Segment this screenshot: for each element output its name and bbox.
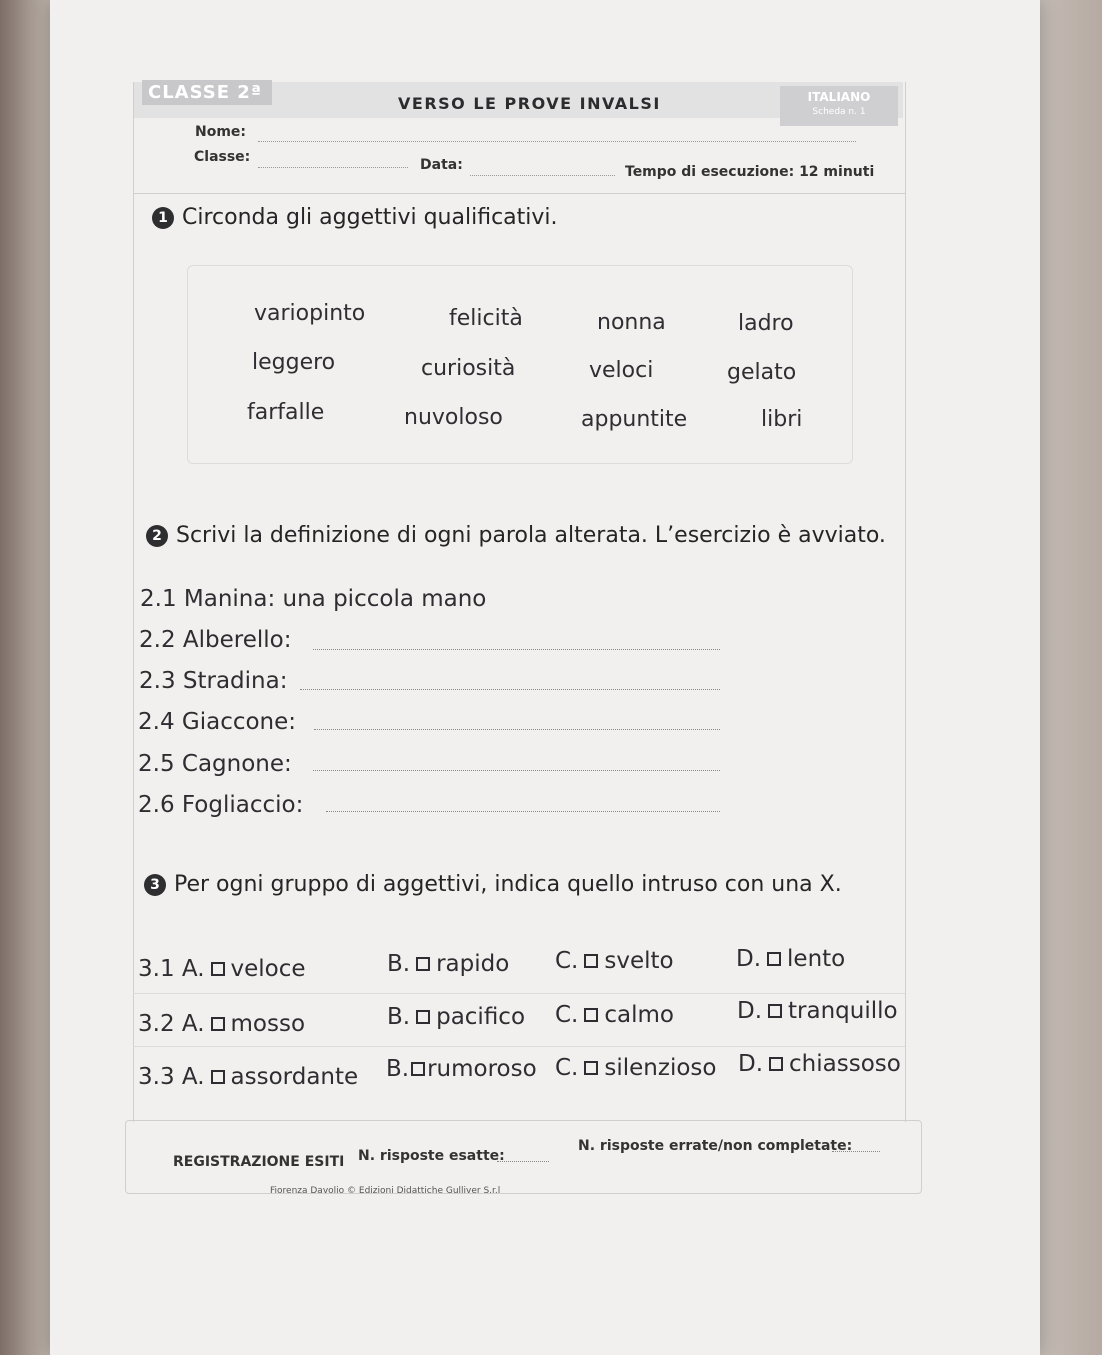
- exercise-1-number: 1: [152, 207, 174, 229]
- option-a[interactable]: [138, 1064, 358, 1090]
- word[interactable]: felicità: [449, 306, 523, 331]
- word[interactable]: gelato: [727, 360, 797, 385]
- row-divider: [133, 992, 905, 994]
- exercise-2-instruction: Scrivi la definizione di ogni parola alterata. L’esercizio è avviato.: [176, 523, 886, 548]
- name-field[interactable]: [258, 140, 856, 142]
- correct-answers-field[interactable]: [497, 1160, 549, 1162]
- definition-item: 2.2 Alberello:: [139, 627, 292, 653]
- checkbox[interactable]: [211, 962, 225, 976]
- date-field[interactable]: [470, 174, 615, 176]
- word[interactable]: appuntite: [581, 407, 688, 432]
- option-d[interactable]: [738, 1051, 901, 1077]
- option-word: rumoroso: [427, 1056, 537, 1082]
- option-letter: D.: [738, 1051, 764, 1077]
- definition-item: 2.3 Stradina:: [139, 668, 288, 694]
- sheet-number: Scheda n. 1: [812, 107, 866, 117]
- option-c[interactable]: [555, 1002, 674, 1028]
- exercise-1-heading: [152, 205, 558, 230]
- checkbox[interactable]: [584, 1008, 598, 1022]
- option-word: lento: [787, 946, 846, 972]
- option-word: silenzioso: [604, 1055, 717, 1081]
- option-a[interactable]: [138, 1011, 305, 1037]
- row-number: 3.2: [138, 1011, 175, 1037]
- option-word: tranquillo: [788, 998, 898, 1024]
- definition-item: 2.5 Cagnone:: [138, 751, 292, 777]
- checkbox[interactable]: [767, 952, 781, 966]
- option-word: calmo: [604, 1002, 674, 1028]
- correct-answers-label: N. risposte esatte:: [358, 1148, 505, 1164]
- option-letter: C.: [555, 1002, 579, 1028]
- answer-line[interactable]: [326, 810, 720, 812]
- word[interactable]: variopinto: [254, 301, 366, 326]
- option-word: mosso: [230, 1011, 306, 1037]
- word[interactable]: nonna: [597, 310, 666, 335]
- option-b[interactable]: [386, 1056, 537, 1082]
- page-title: VERSO LE PROVE INVALSI: [398, 94, 661, 113]
- class-badge: CLASSE 2ª: [142, 80, 272, 105]
- option-word: pacifico: [436, 1004, 526, 1030]
- option-word: veloce: [230, 956, 306, 982]
- checkbox[interactable]: [211, 1017, 225, 1031]
- option-b[interactable]: [387, 951, 509, 977]
- header-divider: [133, 193, 905, 195]
- option-letter: C.: [555, 948, 579, 974]
- checkbox[interactable]: [584, 1061, 598, 1075]
- option-d[interactable]: [736, 946, 845, 972]
- option-letter: A.: [181, 956, 205, 982]
- word[interactable]: ladro: [738, 311, 794, 336]
- option-word: chiassoso: [789, 1051, 901, 1077]
- checkbox[interactable]: [769, 1057, 783, 1071]
- option-letter: A.: [181, 1011, 205, 1037]
- checkbox[interactable]: [411, 1062, 425, 1076]
- option-letter: B.: [387, 951, 411, 977]
- option-a[interactable]: [138, 956, 306, 982]
- option-c[interactable]: [555, 948, 674, 974]
- row-number: 3.1: [138, 956, 175, 982]
- wrong-answers-field[interactable]: [832, 1150, 880, 1152]
- answer-line[interactable]: [313, 648, 720, 650]
- option-letter: D.: [737, 998, 763, 1024]
- checkbox[interactable]: [584, 954, 598, 968]
- word[interactable]: veloci: [589, 358, 654, 383]
- definition-item: 2.6 Fogliaccio:: [138, 792, 304, 818]
- answer-line[interactable]: [313, 769, 720, 771]
- option-letter: A.: [181, 1064, 205, 1090]
- copyright-footer: Fiorenza Davolio © Edizioni Didattiche Gulliver S.r.l: [270, 1186, 501, 1196]
- word[interactable]: libri: [761, 407, 803, 432]
- option-letter: D.: [736, 946, 762, 972]
- row-divider: [133, 1045, 905, 1047]
- definition-item: 2.1 Manina: una piccola mano: [140, 586, 487, 612]
- exercise-2-number: 2: [146, 525, 168, 547]
- name-label: Nome:: [195, 124, 247, 140]
- option-d[interactable]: [737, 998, 898, 1024]
- exercise-2-heading: [146, 523, 886, 548]
- definition-item: 2.4 Giaccone:: [138, 709, 297, 735]
- checkbox[interactable]: [768, 1004, 782, 1018]
- subject-badge: [780, 86, 898, 126]
- row-number: 3.3: [138, 1064, 175, 1090]
- option-letter: B.: [386, 1056, 410, 1082]
- exercise-3-heading: [144, 872, 842, 897]
- option-word: assordante: [230, 1064, 359, 1090]
- option-word: svelto: [604, 948, 674, 974]
- execution-time: Tempo di esecuzione: 12 minuti: [625, 164, 875, 180]
- exercise-3-number: 3: [144, 874, 166, 896]
- date-label: Data:: [420, 157, 463, 173]
- wrong-answers-label: N. risposte errate/non completate:: [578, 1138, 853, 1154]
- frame-right: [905, 82, 906, 1122]
- frame-left: [133, 82, 134, 1122]
- word[interactable]: leggero: [252, 350, 336, 375]
- option-word: rapido: [436, 951, 510, 977]
- class-label: Classe:: [194, 149, 251, 165]
- option-letter: C.: [555, 1055, 579, 1081]
- checkbox[interactable]: [416, 1010, 430, 1024]
- word[interactable]: curiosità: [421, 356, 516, 381]
- exercise-1-instruction: Circonda gli aggettivi qualificativi.: [182, 205, 558, 230]
- answer-line[interactable]: [300, 688, 720, 690]
- checkbox[interactable]: [416, 957, 430, 971]
- registration-label: REGISTRAZIONE ESITI: [173, 1154, 345, 1170]
- answer-line[interactable]: [314, 728, 720, 730]
- option-c[interactable]: [555, 1055, 716, 1081]
- word[interactable]: farfalle: [247, 400, 325, 425]
- option-letter: B.: [387, 1004, 411, 1030]
- exercise-3-instruction: Per ogni gruppo di aggettivi, indica quello intruso con una X.: [174, 872, 842, 897]
- class-field[interactable]: [258, 166, 408, 168]
- subject-label: ITALIANO: [807, 90, 871, 104]
- word[interactable]: nuvoloso: [404, 405, 503, 430]
- checkbox[interactable]: [211, 1070, 225, 1084]
- option-b[interactable]: [387, 1004, 525, 1030]
